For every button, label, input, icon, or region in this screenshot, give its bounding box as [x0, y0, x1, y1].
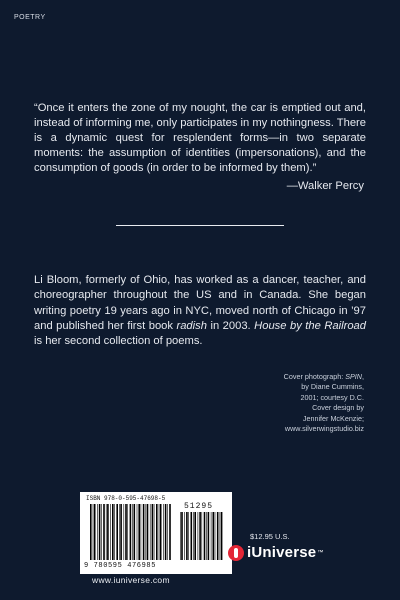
barcode-stripe — [134, 504, 136, 560]
barcode-stripe — [154, 504, 155, 560]
bio-text-2: in 2003. — [206, 319, 255, 332]
barcode-stripe — [188, 512, 189, 560]
barcode-stripe — [159, 504, 160, 560]
barcode-stripe — [208, 512, 210, 560]
barcode-stripe — [93, 504, 94, 560]
barcode-stripe — [167, 504, 168, 560]
barcode-stripe — [137, 504, 138, 560]
credit-suffix: , — [362, 372, 364, 381]
barcode-digits: 9 780595 476985 — [84, 562, 157, 570]
barcode-stripe — [199, 512, 201, 560]
barcode-stripe — [120, 504, 122, 560]
barcode-stripe — [191, 512, 193, 560]
barcode-stripe — [215, 512, 216, 560]
barcode-stripe — [198, 512, 199, 560]
barcode-stripe — [124, 504, 125, 560]
barcode-stripe — [143, 504, 145, 560]
barcode-stripe — [116, 504, 118, 560]
price: $12.95 U.S. — [250, 532, 290, 541]
barcode-stripe — [107, 504, 109, 560]
barcode-stripe — [141, 504, 142, 560]
barcode-stripe — [181, 512, 183, 560]
credit-line-3: 2001; courtesy D.C. — [300, 392, 364, 402]
credit-prefix: Cover photograph: — [283, 372, 346, 381]
barcode-stripe — [138, 504, 140, 560]
bio-text-3: is her second collection of poems. — [34, 335, 203, 347]
barcode-stripe — [119, 504, 120, 560]
barcode-stripe — [127, 504, 128, 560]
publisher-logo — [228, 544, 323, 561]
barcode-stripe — [204, 512, 206, 560]
barcode-stripe — [165, 504, 167, 560]
barcode-stripe — [194, 512, 196, 560]
barcode-stripe — [106, 504, 107, 560]
isbn-text: ISBN 978-0-595-47698-5 — [86, 495, 166, 502]
barcode-stripe — [193, 512, 194, 560]
barcode-stripe — [94, 504, 96, 560]
barcode-extension-bars — [180, 512, 224, 560]
barcode-bars — [90, 504, 172, 560]
bio-book-title-2: House by the Railroad — [254, 319, 367, 332]
barcode-stripe — [101, 504, 102, 560]
barcode-stripe — [202, 512, 203, 560]
barcode-stripe — [213, 512, 215, 560]
epigraph-quote: “Once it enters the zone of my nought, the car is emptied out and, instead of informing me, only participates in my nothingness. There is a dynamic quest for resplendent forms—in two separate moments: the assumption of identities (impersonations), and the consumption of goods (in order to be informed by them).” — [34, 102, 366, 175]
barcode-stripe — [169, 504, 171, 560]
category-label: POETRY — [14, 14, 46, 21]
barcode-stripe — [184, 512, 185, 560]
barcode — [80, 492, 232, 574]
barcode-stripe — [186, 512, 188, 560]
barcode-stripe — [99, 504, 101, 560]
barcode-stripe — [112, 504, 114, 560]
barcode-stripe — [146, 504, 147, 560]
author-bio — [34, 273, 366, 349]
barcode-stripe — [147, 504, 149, 560]
publisher-url: www.iuniverse.com — [92, 575, 170, 585]
iuniverse-logo-icon — [228, 545, 244, 561]
barcode-stripe — [130, 504, 132, 560]
barcode-stripe — [180, 512, 181, 560]
barcode-stripe — [221, 512, 223, 560]
barcode-stripe — [90, 504, 92, 560]
barcode-stripe — [103, 504, 105, 560]
divider-rule — [116, 225, 284, 226]
barcode-stripe — [150, 504, 151, 560]
barcode-stripe — [110, 504, 111, 560]
publisher-name: iUniverse — [247, 544, 317, 561]
barcode-stripe — [206, 512, 207, 560]
cover-credits — [204, 372, 364, 434]
barcode-stripe — [220, 512, 221, 560]
bio-book-title-1: radish — [176, 319, 207, 332]
barcode-stripe — [160, 504, 162, 560]
credit-line-5: Jennifer McKenzie; — [302, 413, 364, 423]
barcode-stripe — [156, 504, 158, 560]
credit-line-2: by Diane Cummins, — [301, 382, 364, 392]
barcode-stripe — [114, 504, 115, 560]
barcode-stripe — [211, 512, 212, 560]
barcode-stripe — [152, 504, 154, 560]
trademark: ™ — [317, 549, 324, 556]
barcode-extension: 51295 — [184, 502, 214, 511]
bio-text-1: Li Bloom, formerly of Ohio, has worked as a dancer, teacher, and choreographer throughout the US and in Canada. She began writing poetry 19 years ago in NYC, moved north of Chicago in ’97 and published her first book — [34, 274, 366, 332]
credit-line-4: Cover design by — [312, 403, 364, 413]
credit-line-1 — [204, 372, 364, 382]
barcode-stripe — [97, 504, 98, 560]
epigraph-attribution: —Walker Percy — [286, 180, 364, 192]
barcode-stripe — [132, 504, 133, 560]
photo-title: SPIN — [345, 372, 362, 381]
credit-line-6: www.silverwingstudio.biz — [284, 424, 364, 434]
barcode-stripe — [125, 504, 127, 560]
barcode-stripe — [217, 512, 219, 560]
barcode-stripe — [163, 504, 164, 560]
